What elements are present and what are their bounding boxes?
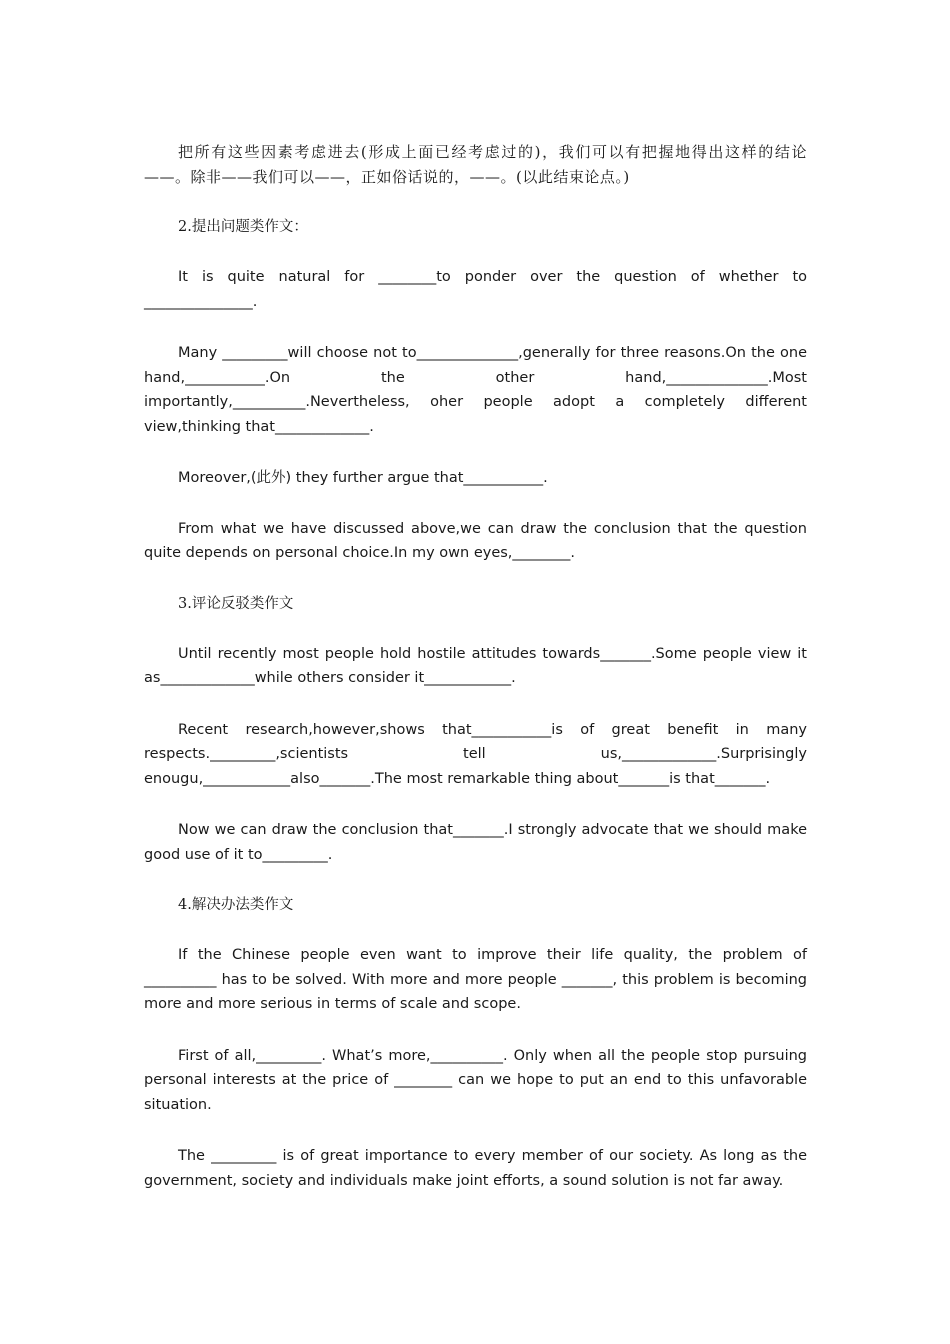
section-heading-3: 3.评论反驳类作文 xyxy=(178,595,294,612)
intro-paragraph-chinese: 把所有这些因素考虑进去(形成上面已经考虑过的)，我们可以有把握地得出这样的结论——。除非——我们可以——，正如俗话说的，——。(以此结束论点。) xyxy=(144,143,807,186)
paragraph-2-1: It is quite natural for ________to ponder over the question of whether to _______________. xyxy=(144,269,807,310)
paragraph-3-2: Recent research,however,shows that___________is of great benefit in many respects._________,scientists tell us,_____________.Surprisingly enougu,____________also_______.The most remarkable thing about_______is that_______. xyxy=(144,721,807,787)
paragraph-2-4: From what we have discussed above,we can draw the conclusion that the question quite depends on personal choice.In my own eyes,________. xyxy=(144,520,807,561)
section-heading-4: 4.解决办法类作文 xyxy=(178,897,294,913)
paragraph-4-2: First of all,_________. What’s more,__________. Only when all the people stop pursuing personal interests at the price of ________ can we hope to put an end to this unfavorable situation. xyxy=(144,1047,807,1113)
document-body xyxy=(144,140,807,1193)
paragraph-3-3: Now we can draw the conclusion that_______.I strongly advocate that we should make good use of it to_________. xyxy=(144,822,807,863)
paragraph-2-3: Moreover,(此外) they further argue that___________. xyxy=(178,470,548,486)
paragraph-4-3: The _________ is of great importance to every member of our society. As long as the government, society and individuals make joint efforts, a sound solution is not far away. xyxy=(144,1148,807,1189)
paragraph-4-1: If the Chinese people even want to improve their life quality, the problem of __________ has to be solved. With more and more people _______, this problem is becoming more and more serious in terms of scale and scope. xyxy=(144,947,807,1012)
paragraph-3-1: Until recently most people hold hostile attitudes towards_______.Some people view it as_____________while others consider it____________. xyxy=(144,645,807,686)
section-heading-2: 2.提出问题类作文： xyxy=(178,219,308,235)
paragraph-2-2: Many _________will choose not to______________,generally for three reasons.On the one hand,___________.On the other hand,______________.Most importantly,__________.Nevertheless, oher people adopt a completely different view,thinking that_____________. xyxy=(144,345,807,435)
